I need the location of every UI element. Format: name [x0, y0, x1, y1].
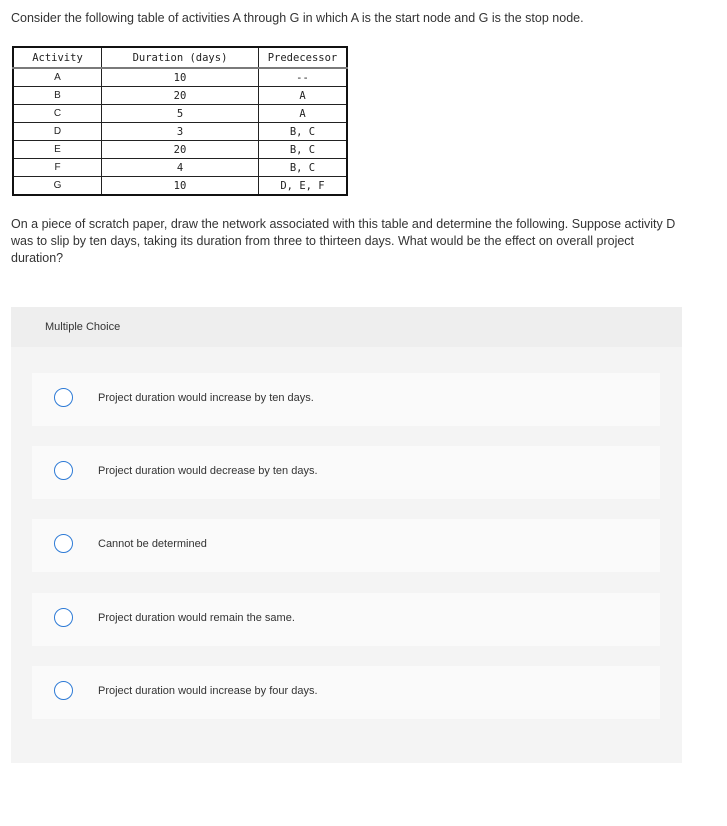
table-row	[13, 68, 347, 87]
radio-button[interactable]	[54, 388, 73, 407]
choice-option-3[interactable]	[32, 519, 660, 572]
choice-label: Project duration would decrease by ten days.	[98, 465, 318, 477]
cell-duration: 10	[102, 68, 259, 87]
activities-table	[12, 46, 348, 196]
cell-predecessor: B, C	[259, 123, 348, 141]
cell-predecessor: A	[259, 87, 348, 105]
cell-predecessor: A	[259, 105, 348, 123]
cell-predecessor: D, E, F	[259, 177, 348, 196]
cell-activity: C	[13, 105, 102, 123]
table-header-row	[13, 47, 347, 68]
cell-duration: 20	[102, 87, 259, 105]
choice-label: Project duration would increase by four days.	[98, 685, 318, 697]
cell-activity: G	[13, 177, 102, 196]
cell-activity: A	[13, 68, 102, 87]
table-row	[13, 177, 347, 196]
question-text: On a piece of scratch paper, draw the network associated with this table and determine the following. Suppose activity D was to slip by ten days, taking its duration from three to thirteen days. What would be the effect on overall project duration?	[11, 217, 676, 265]
multiple-choice-panel	[11, 307, 682, 763]
cell-predecessor: B, C	[259, 141, 348, 159]
cell-duration: 5	[102, 105, 259, 123]
cell-duration: 4	[102, 159, 259, 177]
choice-label: Cannot be determined	[98, 538, 207, 550]
cell-activity: D	[13, 123, 102, 141]
choice-option-5[interactable]	[32, 666, 660, 719]
radio-button[interactable]	[54, 681, 73, 700]
choice-label: Project duration would increase by ten days.	[98, 392, 314, 404]
cell-duration: 20	[102, 141, 259, 159]
cell-duration: 3	[102, 123, 259, 141]
multiple-choice-header: Multiple Choice	[11, 307, 682, 347]
header-predecessor: Predecessor	[259, 47, 348, 68]
choice-option-1[interactable]	[32, 373, 660, 426]
choice-option-4[interactable]	[32, 593, 660, 646]
radio-button[interactable]	[54, 461, 73, 480]
cell-activity: B	[13, 87, 102, 105]
cell-predecessor: B, C	[259, 159, 348, 177]
header-activity: Activity	[13, 47, 102, 68]
table-row	[13, 123, 347, 141]
radio-button[interactable]	[54, 608, 73, 627]
header-duration: Duration (days)	[102, 47, 259, 68]
choice-option-2[interactable]	[32, 446, 660, 499]
cell-activity: E	[13, 141, 102, 159]
choice-label: Project duration would remain the same.	[98, 612, 295, 624]
cell-predecessor: --	[259, 68, 348, 87]
cell-activity: F	[13, 159, 102, 177]
table-row	[13, 159, 347, 177]
table-row	[13, 87, 347, 105]
table-row	[13, 105, 347, 123]
table-row	[13, 141, 347, 159]
intro-text: Consider the following table of activities A through G in which A is the start node and G is the stop node.	[11, 11, 584, 25]
radio-button[interactable]	[54, 534, 73, 553]
cell-duration: 10	[102, 177, 259, 196]
